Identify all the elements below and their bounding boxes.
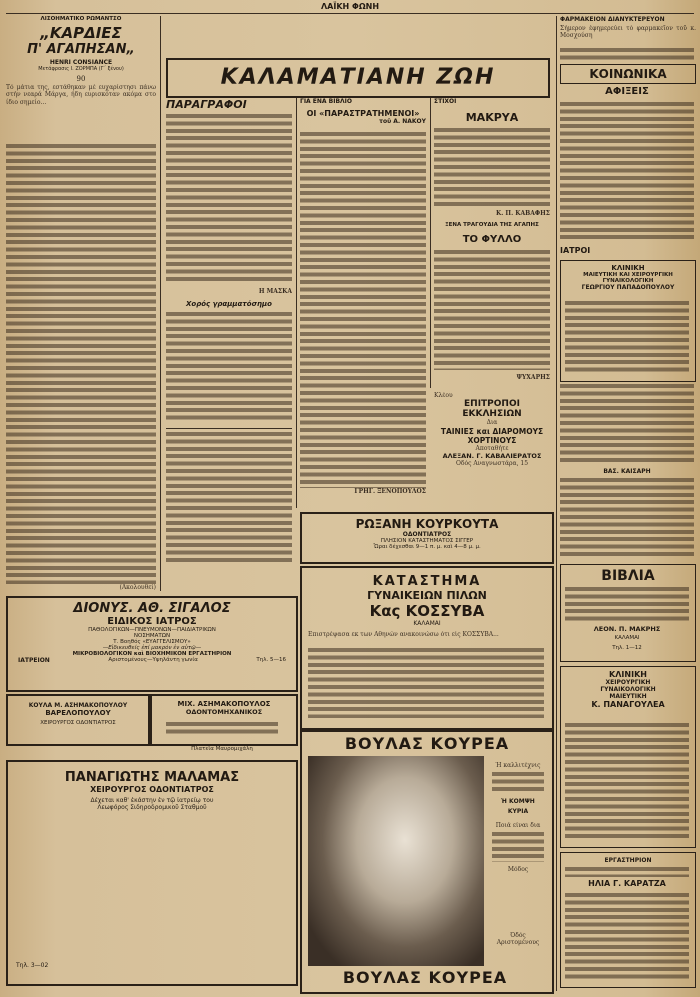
- epitropoi-ad: [434, 392, 550, 504]
- kossyva-line1: ΚΑΤΑΣΤΗΜΑ: [372, 574, 482, 589]
- asimakopoulos-address: Πλατεῖα Μαυρομιχάλη: [191, 746, 253, 752]
- clinic1-text: [565, 301, 689, 375]
- review-text: [300, 132, 426, 488]
- epitropoi-address: Οδός Αναγνωστάρα, 15: [455, 460, 529, 468]
- poem1-signature: Κ. Π. ΚΑΒΑΦΗΣ: [496, 210, 550, 217]
- clinic2-text: [565, 723, 689, 841]
- epitropoi-name: ΑΛΕΞΑΝ. Γ. ΚΑΒΑΛΙΕΡΑΤΟΣ: [442, 452, 542, 461]
- asimakopoulos-ad: [150, 694, 298, 746]
- poems-kicker-2: ΞΕΝΑ ΤΡΑΓΟΥΔΙΑ ΤΗΣ ΑΓΑΠΗΣ: [445, 222, 539, 228]
- kourkouta-address: ΠΛΗΣΙΟΝ ΚΑΤΑΣΤΗΜΑΤΟΣ ΣΙΓΓΕΡ: [380, 538, 474, 544]
- pharmacy-heading: ΦΑΡΜΑΚΕΙΟΝ ΔΙΑΝΥΚΤΕΡΕΥΟΝ: [560, 16, 665, 23]
- poem2-text: [434, 250, 550, 370]
- vivlia-city: ΚΑΛΑΜΑΙ: [614, 635, 640, 641]
- poem2-title: ΤΟ ΦΥΛΛΟ: [462, 234, 522, 245]
- vivlia-ad: [560, 564, 696, 662]
- koureas-caption-2: Ἡ ΚΟΜΨΗ: [501, 798, 535, 805]
- koinonika-box: [560, 64, 696, 84]
- vivlia-phone: Τηλ. 1—12: [612, 645, 642, 651]
- vivlia-text: [565, 587, 689, 623]
- review-kicker: ΓΙΑ ΕΝΑ ΒΙΒΛΙΟ: [300, 98, 352, 105]
- kossyva-line2: ΓΥΝΑΙΚΕΙΩΝ ΠΙΛΩΝ: [367, 589, 487, 602]
- malamas-phone: Τηλ. 3—02: [16, 962, 49, 969]
- sigalos-phone: Τηλ. 5—16: [256, 657, 286, 663]
- pharmacy-text: Σήμερον ἐφημερεύει τὸ φαρμακεῖον τοῦ κ. Μοσχούση: [560, 25, 696, 40]
- paragrafoi-subhead: Χορός γραμματόσημο: [186, 300, 272, 308]
- right-column: [560, 16, 696, 991]
- kossyva-line3: Κας ΚΟΣΣΥΒΑ: [369, 602, 485, 620]
- sigalos-address: Αριστομένους—Υψηλάντη γωνία: [108, 657, 198, 663]
- sigalos-assistant: Τ. Βοηθός «ΕΥΑΓΓΕΛΙΣΜΟΥ»: [113, 639, 191, 645]
- koureas-caption-5: Μόδος: [507, 866, 529, 873]
- lab-doctor: ΗΛΙΑ Γ. ΚΑΡΑΤΖΑ: [588, 879, 666, 888]
- kaisari-name: ΒΑΣ. ΚΑΙΣΑΡΗ: [603, 468, 651, 475]
- asimakopoulos-title: ΟΔΟΝΤΟΜΗΧΑΝΙΚΟΣ: [185, 708, 263, 716]
- paragrafoi-title: ΠΑΡΑΓΡΑΦΟΙ: [166, 98, 247, 111]
- varelopoulou-title: ΧΕΙΡΟΥΡΓΟΣ ΟΔΟΝΤΙΑΤΡΟΣ: [40, 720, 116, 726]
- clinic2-subtitle-3: ΜΑΙΕΥΤΙΚΗ: [609, 693, 647, 700]
- paragrafoi-signature: Η ΜΑΣΚΑ: [258, 288, 292, 295]
- clinic2-title: ΚΛΙΝΙΚΗ: [609, 670, 647, 679]
- paragrafoi-text-3: [166, 432, 292, 562]
- clinic2-subtitle: ΧΕΙΡΟΥΡΓΙΚΗ: [605, 679, 651, 686]
- sigalos-lab: ΜΙΚΡΟΒΙΟΛΟΓΙΚΟΝ καὶ ΒΙΟΧΗΜΙΚΟΝ ΕΡΓΑΣΤΗΡΙΟΝ: [72, 651, 232, 657]
- kossyva-body-start: Επιστρέψασα εκ των Αθηνών ανακοινώσω ότι εἰς ΚΟΣΣΥΒΑ...: [308, 631, 499, 638]
- varelopoulou-name-2: ΒΑΡΕΛΟΠΟΥΛΟΥ: [45, 709, 111, 717]
- sigalos-title: ΕΙΔΙΚΟΣ ΙΑΤΡΟΣ: [107, 616, 197, 627]
- novel-series: ΛΙΣΟΗΜΑΤΙΚΟ ΡΩΜΑΝΤΣΟ: [40, 16, 122, 22]
- kossyva-city: ΚΑΛΑΜΑΙ: [413, 620, 441, 627]
- malamas-hours: Δέχεται καθ' ἑκάστην ἐν τῷ ἰατρείῳ του: [90, 797, 214, 804]
- epitropoi-kicker: Κλέου: [434, 392, 453, 399]
- clinic1-ad: [560, 260, 696, 382]
- clinic2-ad: [560, 666, 696, 848]
- kourkouta-title: ΟΔΟΝΤΙΑΤΡΟΣ: [402, 531, 452, 538]
- malamas-title: ΧΕΙΡΟΥΡΓΟΣ ΟΔΟΝΤΙΑΤΡΟΣ: [90, 785, 214, 794]
- koureas-caption-6: Όδός Αριστομένους: [496, 932, 540, 947]
- kossyva-ad: [300, 566, 554, 730]
- koureas-caption-1: Ἡ καλλιτέχνις: [495, 762, 541, 769]
- epitropoi-sub1: Δια: [486, 419, 498, 427]
- koureas-ad: [300, 730, 554, 994]
- sigalos-note: —Εἰδικευθείς ἐπί μακρόν ἐν αὐτῷ—: [102, 645, 202, 651]
- sigalos-ad: [6, 596, 298, 692]
- sigalos-spec: ΠΑΘΟΛΟΓΙΚΩΝ—ΠΝΕΥΜΟΝΩΝ—ΠΑΙΔΙΑΤΡΙΚΩΝ: [88, 627, 216, 633]
- lab-title: ΕΡΓΑΣΤΗΡΙΟΝ: [604, 857, 652, 864]
- iatroi-title: ΙΑΤΡΟΙ: [560, 246, 591, 255]
- review-byline: τοῦ Α. ΝΑΚΟΥ: [379, 118, 426, 125]
- paragrafoi-rule: [166, 428, 292, 429]
- poem1-text: [434, 128, 550, 208]
- novel-continued: (Ακολουθεί): [119, 584, 156, 591]
- varelopoulou-ad: [6, 694, 150, 746]
- clinic1-doctor: ΓΕΩΡΓΙΟΥ ΠΑΠΑΔΟΠΟΥΛΟΥ: [581, 284, 675, 291]
- review-signature: ΓΡΗΓ. ΞΕΝΟΠΟΥΛΟΣ: [354, 488, 426, 495]
- clinic1-title: ΚΛΙΝΙΚΗ: [611, 264, 645, 272]
- social-text: [560, 102, 694, 242]
- column-rule-1: [160, 16, 161, 591]
- novel-author: HENRI CONSIANCE: [49, 59, 113, 66]
- review-title: ΟΙ «ΠΑΡΑΣΤΡΑΤΗΜΕΝΟΙ»: [306, 109, 420, 118]
- paragrafoi-text: [166, 114, 292, 284]
- koureas-portrait: [308, 756, 484, 966]
- clinic2-doctor: Κ. ΠΑΝΑΓΟΥΛΕΑ: [591, 700, 665, 709]
- lab-subtitle: [565, 867, 689, 877]
- epitropoi-sub3: ΧΟΡΤΙΝΟΥΣ: [467, 435, 517, 445]
- kalamatiani-banner: [166, 58, 550, 98]
- epitropoi-title: ΕΠΙΤΡΟΠΟΙ ΕΚΚΛΗΣΙΩΝ: [462, 399, 522, 420]
- banner-title: ΚΑΛΑΜΑΤΙΑΝΗ ΖΩΗ: [220, 65, 496, 90]
- novel-title-line1: „ΚΑΡΔΙΕΣ: [40, 24, 122, 42]
- vivlia-title: ΒΙΒΛΙΑ: [601, 568, 655, 584]
- afixeis-title: ΑΦΙΞΕΙΣ: [605, 86, 649, 97]
- kourkouta-hours: Ὧραι δέχεσθαι 9—1 π. μ. καὶ 4—8 μ. μ.: [373, 544, 481, 550]
- clinic1-subtitle-2: ΓΥΝΑΙΚΟΛΟΓΙΚΗ: [602, 278, 654, 284]
- koureas-name-top: ΒΟΥΛΑΣ ΚΟΥΡΕΑ: [344, 734, 510, 753]
- column-rule-right: [556, 16, 557, 991]
- koinonika-title: ΚΟΙΝΩΝΙΚΑ: [589, 67, 667, 81]
- right-notices-text: [560, 384, 694, 464]
- kourkouta-ad: [300, 512, 554, 564]
- novel-title-line2: Π' ΑΓΑΠΗΣΑΝ„: [27, 42, 135, 57]
- sigalos-spec-2: ΝΟΣΗΜΑΤΩΝ: [133, 633, 171, 639]
- paragrafoi-text-2: [166, 312, 292, 422]
- masthead-title: ΛΑΪΚΗ ΦΩΝΗ: [320, 2, 380, 11]
- poems-kicker: ΣΤΙΧΟΙ: [434, 98, 457, 105]
- koureas-caption-3: ΚΥΡΙΑ: [507, 808, 529, 815]
- kossyva-text: [308, 648, 544, 718]
- sigalos-name: ΔΙΟΝΥΣ. ΑΘ. ΣΙΓΑΛΟΣ: [73, 601, 231, 616]
- vivlia-name: ΛΕΟΝ. Π. ΜΑΚΡΗΣ: [593, 625, 661, 633]
- malamas-address: Λεωφόρος Σιδηροδρομικοῦ Σταθμοῦ: [97, 804, 207, 811]
- malamas-name: ΠΑΝΑΓΙΩΤΗΣ ΜΑΛΑΜΑΣ: [64, 770, 240, 785]
- koureas-caption-4: Ποιά είναι δια: [495, 822, 541, 829]
- masthead-rule: [6, 13, 694, 14]
- lab-text: [565, 893, 689, 981]
- epitropoi-shop: Αποταθήτε: [475, 444, 509, 452]
- pharmacy-text-2: [560, 48, 694, 60]
- clinic2-subtitle-2: ΓΥΝΑΙΚΟΛΟΓΙΚΗ: [600, 686, 656, 693]
- clinic1-subtitle: ΜΑΙΕΥΤΙΚΗ ΚΑΙ ΧΕΙΡΟΥΡΓΙΚΗ: [583, 272, 673, 278]
- poems-column: [434, 98, 550, 388]
- koureas-caption-text-2: [492, 832, 544, 862]
- varelopoulou-name: ΚΟΥΛΑ Μ. ΑΣΗΜΑΚΟΠΟΥΛΟΥ: [28, 702, 128, 709]
- malamas-ad: [6, 760, 298, 986]
- asimakopoulos-name: ΜΙΧ. ΑΣΗΜΑΚΟΠΟΥΛΟΣ: [177, 700, 271, 708]
- novel-translator: Μετάφρασις Ι. ΖΟΡΜΠΑ (Γ΄ ξένου): [38, 66, 124, 72]
- koureas-name-bottom: ΒΟΥΛΑΣ ΚΟΥΡΕΑ: [342, 968, 508, 987]
- kourkouta-name: ΡΩΞΑΝΗ ΚΟΥΡΚΟΥΤΑ: [355, 517, 499, 531]
- epitropoi-sub2: ΤΑΙΝΙΕΣ και ΔΙΑΡΟΜΟΥΣ: [440, 426, 544, 436]
- novel-part: 90: [76, 75, 86, 83]
- column-rule-2: [296, 98, 297, 508]
- lab-ad: [560, 852, 696, 988]
- novel-body-start: Τό μάτια της, εστάθηκαν μέ ευχαρίστησι πάνω στήν νεαρά Μάργα, ήδη ευρισκόταν ακόμα στο ίδιο σημείο...: [6, 84, 156, 106]
- poem2-signature: ΨΥΧΑΡΗΣ: [516, 374, 550, 381]
- book-review-column: [300, 98, 426, 508]
- novel-body-text: [6, 144, 156, 584]
- koureas-caption-text: [492, 772, 544, 792]
- sigalos-clinic: ΙΑΤΡΕΙΟΝ: [18, 657, 50, 664]
- asimakopoulos-text: [166, 722, 278, 734]
- column-rule-3: [430, 98, 431, 388]
- novel-column: [6, 16, 156, 591]
- kaisari-text: [560, 478, 694, 556]
- poem1-title: ΜΑΚΡΥΑ: [465, 111, 519, 124]
- paragrafoi-column: [166, 98, 292, 568]
